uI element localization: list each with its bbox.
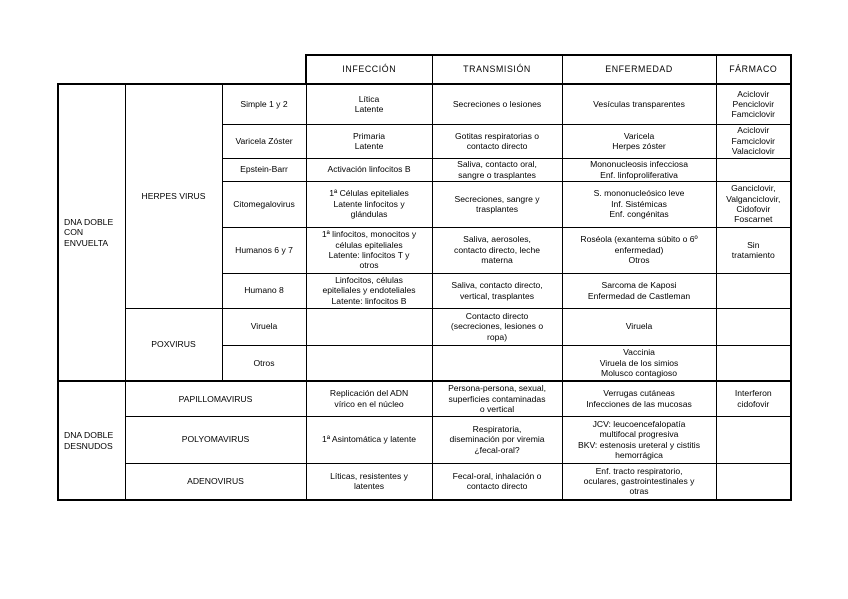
cell-line: Famciclovir [731,135,775,146]
cell-line: Famciclovir [731,109,775,120]
transmision-cell [432,227,562,273]
cell-line: Herpes zóster [612,141,666,151]
cell-line: Sarcoma de Kaposi [601,280,677,291]
cell-line: Gotitas respiratorias o [455,130,540,141]
cell-line: Vaccinia [623,347,655,358]
header-transmision: TRANSMISIÓN [432,55,562,84]
virus-viruela: Viruela [222,308,306,345]
cell-line: multifocal progresiva [599,429,679,440]
cell-line: otros [359,260,379,271]
enfermedad-cell [562,381,716,416]
cell-line: Sin [747,239,760,250]
cell-line: Valaciclovir [731,146,775,157]
enfermedad-cell [562,463,716,500]
cell-line: Viruela [625,321,653,332]
infeccion-cell [306,308,432,345]
enfermedad-cell [562,84,716,124]
cell-line: vírico en el núcleo [334,398,404,409]
enfermedad-cell [562,416,716,463]
infeccion-cell [306,158,432,181]
farmaco-cell [716,84,791,124]
farmaco-cell [716,273,791,308]
cell-line: Saliva, contacto directo, [451,280,543,291]
cell-line: Latente [354,104,384,115]
cell-line: Latente [354,141,384,151]
family-polyomavirus: POLYOMAVIRUS [125,416,306,463]
farmaco-cell [716,345,791,381]
transmision-cell [432,463,562,500]
family-poxvirus: POXVIRUS [125,308,222,381]
infeccion-cell [306,345,432,381]
cell-line: 1ª linfocitos, monocitos y [321,229,417,240]
transmision-cell [432,381,562,416]
infeccion-cell [306,273,432,308]
transmision-cell [432,181,562,227]
infeccion-cell [306,84,432,124]
transmision-cell [432,124,562,158]
header-infeccion: INFECCIÓN [306,55,432,84]
cell-line: ¿fecal-oral? [474,444,520,455]
cell-line: contacto directo, leche [454,244,541,255]
family-adenovirus: ADENOVIRUS [125,463,306,500]
cell-line: Activación linfocitos B [327,164,411,175]
farmaco-cell [716,308,791,345]
group-envuelta [58,84,125,381]
enfermedad-cell [562,227,716,273]
farmaco-cell [716,124,791,158]
farmaco-cell [716,463,791,500]
cell-line: Valganciclovir, [726,193,781,204]
cell-line: Persona-persona, sexual, [448,383,546,394]
cell-line: Enf. congénitas [609,209,669,220]
cell-line: Replicación del ADN [329,388,409,399]
virus-citomegalovirus: Citomegalovirus [222,181,306,227]
cell-line: ropa) [487,331,508,342]
virus-varicela: Varicela Zóster [222,124,306,158]
infeccion-cell [306,463,432,500]
cell-line: Latente linfocitos y [333,198,405,209]
family-papillomavirus: PAPILLOMAVIRUS [125,381,306,416]
group-desnudos [58,381,125,500]
cell-line: Secreciones o lesiones [452,99,542,110]
infeccion-cell [306,181,432,227]
cell-line: Interferon [734,388,772,399]
cell-line: Vesículas transparentes [593,99,685,110]
cell-line: Ganciclovir, [731,183,776,194]
cell-line: Penciclovir [732,99,775,110]
cell-line: Inf. Sistémicas [611,198,667,209]
cell-line: Respiratoria, [472,423,522,434]
cell-line: ENVUELTA [64,237,109,248]
cell-line: Enfermedad de Castleman [587,290,691,301]
cell-line: Latente: linfocitos T y [328,250,410,260]
cell-line: latentes [353,481,385,492]
header-enfermedad: ENFERMEDAD [562,55,716,84]
farmaco-cell [716,416,791,463]
enfermedad-cell [562,181,716,227]
cell-line: Enf. tracto respiratorio, [595,465,683,476]
transmision-cell [432,416,562,463]
table-row [58,84,791,124]
cell-line: hemorrágica [615,449,663,460]
cell-line: (secreciones, lesiones o [450,321,544,332]
transmision-cell [432,345,562,381]
cell-line: Lítica [358,93,380,104]
cell-line: Verrugas cutáneas [603,388,675,399]
cell-line: Roséola (exantema súbito o 6º [580,234,698,245]
cell-line: CON [64,227,84,238]
cell-line: DNA DOBLE [64,430,114,441]
cell-line: Secreciones, sangre y [454,193,540,204]
cell-line: Líticas, resistentes y [330,470,408,481]
cell-line: Viruela de los simios [599,357,679,368]
cell-line: Otros [628,255,650,266]
infeccion-cell [306,416,432,463]
cell-line: Molusco contagioso [601,367,678,378]
farmaco-cell [716,158,791,181]
cell-line: 1ª Células epiteliales [329,188,409,199]
cell-line: Latente: linfocitos B [331,295,407,306]
cell-line: DESNUDOS [64,440,113,451]
virus-simple: Simple 1 y 2 [222,84,306,124]
cell-line: Foscarnet [734,214,773,225]
cell-line: Fecal-oral, inhalación o [452,470,542,481]
cell-line: DNA DOBLE [64,216,114,227]
cell-line: o vertical [479,403,515,414]
cell-line: vertical, trasplantes [460,290,535,301]
cell-line: materna [481,255,513,266]
cell-line: BKV: estenosis ureteral y cistitis [578,439,700,450]
corner-blank [58,55,306,84]
transmision-cell [432,308,562,345]
cell-line: 1ª Asintomática y latente [322,434,416,445]
cell-line: Varicela [623,130,655,141]
header-farmaco: FÁRMACO [716,55,791,84]
cell-line: cidofovir [737,398,770,409]
virus-humano-8: Humano 8 [222,273,306,308]
cell-line: Saliva, contacto oral, [457,159,537,170]
cell-line: Infecciones de las mucosas [586,398,692,409]
farmaco-cell [716,381,791,416]
enfermedad-cell [562,308,716,345]
table-row [58,463,791,500]
cell-line: tratamiento [731,250,775,260]
enfermedad-cell [562,345,716,381]
cell-line: S. mononucleósico leve [593,188,685,199]
cell-line: Mononucleosis infecciosa [590,159,688,170]
cell-line: sangre o trasplantes [458,169,536,180]
cell-line: Aciclovir [737,88,770,99]
cell-line: glándulas [350,209,388,220]
enfermedad-cell [562,273,716,308]
virus-table [57,54,792,501]
cell-line: Cidofovir [736,204,771,214]
cell-line: células epiteliales [335,239,403,250]
enfermedad-cell [562,124,716,158]
cell-line: JCV: leucoencefalopatía [592,418,686,429]
virus-epstein: Epstein-Barr [222,158,306,181]
transmision-cell [432,273,562,308]
cell-line: diseminación por viremia [449,434,545,445]
cell-line: oculares, gastrointestinales y [583,476,695,487]
transmision-cell [432,84,562,124]
cell-line: superficies contaminadas [448,393,546,404]
virus-humanos-6-7: Humanos 6 y 7 [222,227,306,273]
family-herpes: HERPES VIRUS [125,84,222,308]
cell-line: trasplantes [476,204,519,214]
cell-line: epiteliales y endoteliales [322,285,416,296]
cell-line: Primaria [353,130,386,141]
cell-line: Saliva, aerosoles, [463,234,531,245]
cell-line: Contacto directo [465,310,529,321]
infeccion-cell [306,124,432,158]
enfermedad-cell [562,158,716,181]
cell-line: contacto directo [466,481,528,492]
infeccion-cell [306,381,432,416]
cell-line: Enf. linfoproliferativa [600,169,678,180]
cell-line: otras [629,486,649,497]
infeccion-cell [306,227,432,273]
cell-line: contacto directo [466,141,528,151]
table-row [58,381,791,416]
cell-line: Aciclovir [737,125,770,136]
table-row [58,308,791,345]
farmaco-cell [716,181,791,227]
transmision-cell [432,158,562,181]
table-row [58,416,791,463]
farmaco-cell [716,227,791,273]
cell-line: Linfocitos, células [335,274,403,285]
virus-otros: Otros [222,345,306,381]
header-row [58,55,791,84]
cell-line: enfermedad) [614,244,664,255]
